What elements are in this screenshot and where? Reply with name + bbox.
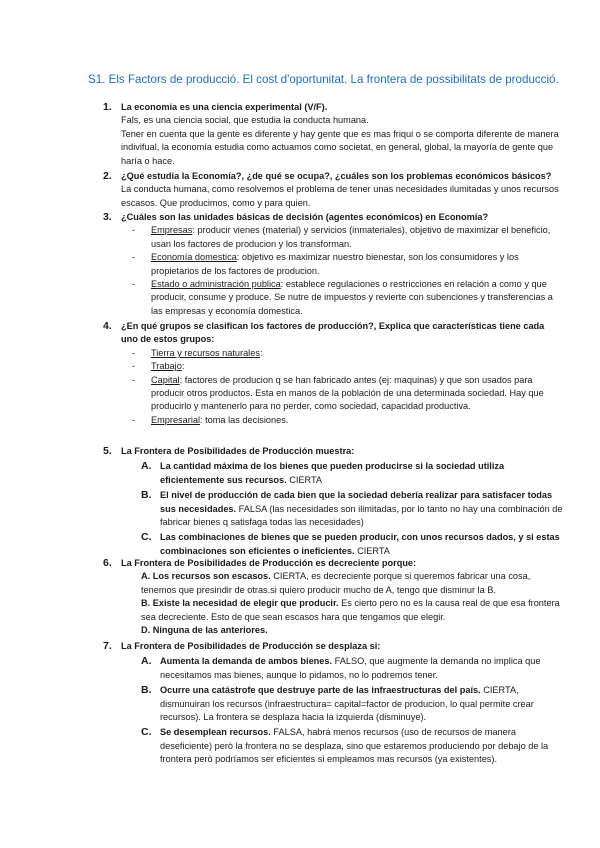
option-b: B. Ocurre una catástrofe que destruye parte de las infraestructuras del país. CIERTA, dismunuiran los recursos (infraestructura= capital=factor de producion, lo qual permite crear recursos). La frontera se desplaza hacia la izquierda (disminuye).	[141, 684, 534, 723]
answer-text: La conducta humana, como resolvemos el problema de tener unas necesidades ilumitadas y unos recursos escasos. Que producimos, como y para quien.	[121, 184, 559, 208]
list-item: - Capital: factores de producion q se han fabricado antes (ej: maquinas) y que son usados para producir otros productos. Esta en manos de la población de una determinada sociedad. Hay que producirlo y mantenerlo para no perder, como sociedad, capacidad productiva.	[121, 374, 563, 414]
question-text: ¿Qué estudia la Economía?, ¿de qué se ocupa?, ¿cuáles son los problemas económicos básicos?	[121, 171, 552, 181]
option-a: A. La cantidad máxima de los bienes que pueden producirse si la sociedad utiliza eficientemente sus recursos. CIERTA	[141, 460, 505, 485]
answer-line: Tener en cuenta que la gente es diferente y hay gente que es mas friqui o se comporta diferente de manera indivifual, la economía estudia como actuamos como societat, en general, global, la mayoría de gente que haría o hace.	[121, 128, 559, 166]
question-number: 3.	[103, 211, 112, 223]
term: Empresas	[151, 225, 193, 236]
option-a: A. Aumenta la demanda de ambos bienes. FALSO, que augmente la demanda no implica que necesitamos mas bienes, aunque lo pidamos, no lo podremos tener.	[141, 655, 541, 680]
term: Economía domestica	[151, 252, 237, 263]
question-text: ¿Cuáles son las unidades básicas de decisión (agentes económicos) en Economía?	[121, 212, 489, 222]
question-7	[103, 640, 563, 769]
question-text: La Frontera de Posibilidades de Producción muestra:	[121, 446, 355, 456]
option-b: B. El nivel de producción de cada bien que la sociedad debería realizar para satisfacer todas sus necesidades. FALSA (las necesidades son ilimitadas, por lo tanto no hay una combinación de fabricar bienes q satisfaga todas las necesidades)	[141, 489, 563, 528]
question-6	[103, 557, 563, 637]
question-text: La Frontera de Posibilidades de Producción se desplaza si:	[121, 641, 381, 651]
question-text: La Frontera de Posibilidades de Producción es decreciente porque:	[121, 558, 417, 568]
question-5	[103, 445, 563, 560]
question-text: ¿En qué grupos se clasifican los factores de producción?, Explica que características tiene cada uno de estos grupos:	[121, 321, 545, 345]
list-item: - Empresarial: toma las decisiones.	[121, 414, 563, 427]
answer-line: Fals, es una ciencia social, que estudia la conducta humana.	[121, 115, 369, 126]
list-item: - Estado o administración publica: establece regulaciones o restricciones en relación a como y que producir, consume y produce. Se nutre de impuestos y revierte con subenciones y transferencias a las empresas y economía domestica.	[121, 278, 563, 318]
document-title: S1. Els Factors de producció. El cost d'oportunitat. La frontera de possibilitats de producció.	[88, 73, 559, 86]
question-3	[103, 211, 563, 318]
question-number: 6.	[103, 557, 112, 569]
option-c: C. Se desemplean recursos. FALSA, habrá menos recursos (uso de recursos de manera deseficiente) però la frontera no se desplaza, sino que estaremos produciendo por debajo de la frontera però podríamos ser eficientes si empleamos mas recursos (ya existentes).	[141, 726, 549, 765]
list-item: - Trabajo:	[121, 360, 563, 373]
question-text: La economía es una ciencia experimental (V/F).	[121, 102, 328, 112]
question-number: 4.	[103, 320, 112, 332]
option-c: C. Las combinaciones de bienes que se pueden producir, con unos recursos dados, y si estas combinaciones son eficientes o ineficientes. CIERTA	[141, 531, 560, 556]
question-number: 2.	[103, 170, 112, 182]
term: Tierra y recursos naturales	[151, 347, 260, 358]
question-1	[103, 101, 563, 168]
term: Capital	[151, 374, 180, 385]
list-item: - Tierra y recursos naturales:	[121, 347, 563, 360]
option-d: D. Ninguna de las anteriores.	[141, 625, 268, 636]
term: Estado o administración publica	[151, 279, 281, 290]
term: Empresarial	[151, 414, 201, 425]
option-b: B. Existe la necesidad de elegir que producir. Es cierto pero no es la causa real de que esa frontera sea decreciente. Esto de que sean escasos hara que tengamos que elegir.	[141, 598, 560, 622]
question-number: 1.	[103, 101, 112, 113]
question-4	[103, 320, 563, 427]
question-number: 7.	[103, 640, 112, 652]
question-2	[103, 170, 563, 210]
option-a: A. Los recursos son escasos. CIERTA, es decreciente porque si queremos fabricar una cosa, tenemos que presindir de otras.si quiero producir mucho de A, tengo que disminur la B.	[141, 571, 531, 595]
list-item: - Empresas: producir vienes (material) y servicios (inmateriales), objetivo de maximizar el beneficio, usan los factores de producion y los transforman.	[121, 224, 563, 251]
term: Trabajo	[151, 361, 182, 372]
question-number: 5.	[103, 445, 112, 457]
list-item: - Economía domestica: objetivo es maximizar nuestro bienestar, son los consumidores y los propietarios de los factores de producion.	[121, 251, 563, 278]
